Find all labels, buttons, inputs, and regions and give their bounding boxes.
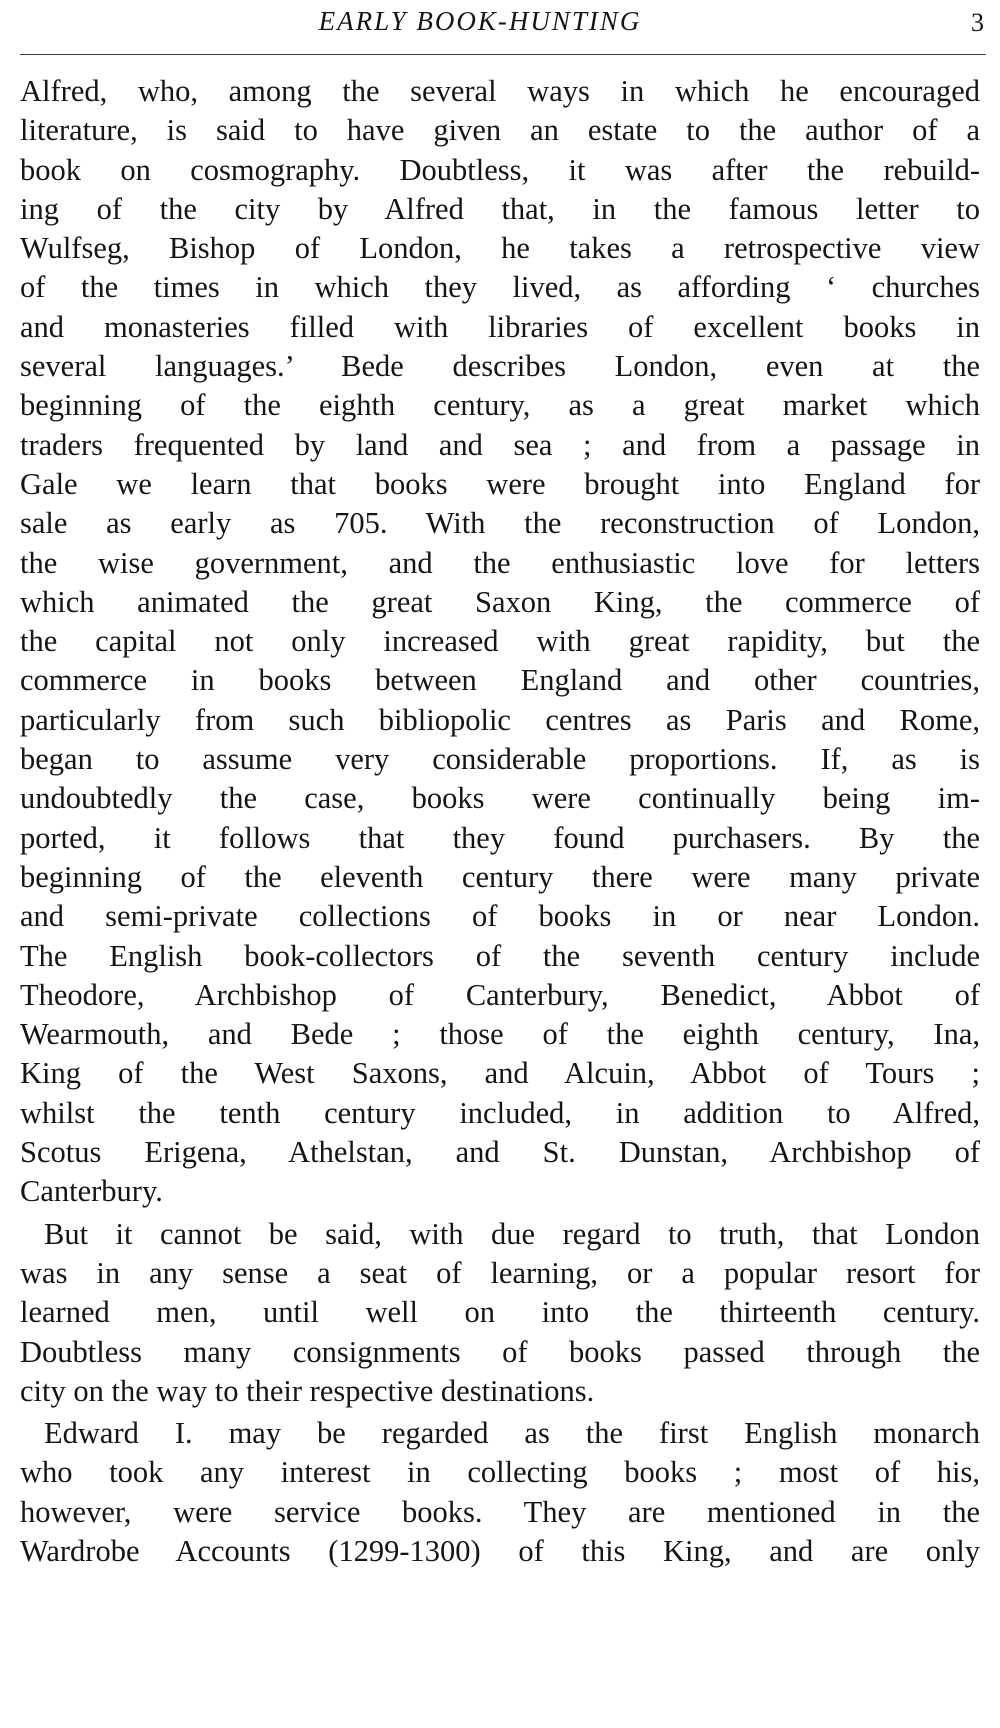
text-line: whilst the tenth century included, in addition to Alfred,: [20, 1095, 980, 1130]
text-line: city on the way to their respective destinations.: [20, 1373, 595, 1408]
text-line: Gale we learn that books were brought into England for: [20, 466, 980, 501]
text-line: Wulfseg, Bishop of London, he takes a retrospective view: [20, 231, 980, 266]
text-line: literature, is said to have given an estate to the author of a: [20, 113, 980, 148]
text-line: Alfred, who, among the several ways in which he encouraged: [20, 74, 980, 108]
text-line: Edward I. may be regarded as the first English monarch: [44, 1416, 980, 1451]
text-line: undoubtedly the case, books were continually being im-: [20, 781, 980, 816]
text-line: The English book-collectors of the seventh century include: [20, 938, 980, 973]
text-line: the capital not only increased with great rapidity, but the: [20, 624, 980, 659]
text-line: Theodore, Archbishop of Canterbury, Benedict, Abbot of: [20, 977, 980, 1012]
text-line: ing of the city by Alfred that, in the famous letter to: [20, 191, 980, 226]
text-line: sale as early as 705. With the reconstruction of London,: [20, 506, 980, 541]
text-line: Wardrobe Accounts (1299-1300) of this King, and are only: [20, 1533, 980, 1568]
text-line: beginning of the eleventh century there were many private: [20, 859, 980, 894]
text-line: King of the West Saxons, and Alcuin, Abbot of Tours ;: [20, 1056, 980, 1091]
text-line: however, were service books. They are mentioned in the: [20, 1494, 980, 1529]
paragraph-3: [20, 1414, 980, 1571]
text-line: Wearmouth, and Bede ; those of the eighth century, Ina,: [20, 1017, 980, 1052]
text-line: But it cannot be said, with due regard to truth, that London: [44, 1216, 980, 1251]
text-line: learned men, until well on into the thirteenth century.: [20, 1295, 980, 1330]
text-line: particularly from such bibliopolic centres as Paris and Rome,: [20, 702, 980, 737]
text-line: and semi-private collections of books in or near London.: [20, 899, 980, 934]
text-line: and monasteries filled with libraries of excellent books in: [20, 309, 980, 344]
text-line: traders frequented by land and sea ; and from a passage in: [20, 427, 980, 462]
text-line: the wise government, and the enthusiastic love for letters: [20, 545, 980, 580]
paragraph-1: [20, 72, 980, 1212]
text-line: commerce in books between England and other countries,: [20, 663, 980, 698]
text-line: book on cosmography. Doubtless, it was after the rebuild-: [20, 152, 980, 187]
text-line: Canterbury.: [20, 1174, 163, 1209]
text-line: which animated the great Saxon King, the commerce of: [20, 584, 980, 619]
text-line: was in any sense a seat of learning, or a popular resort for: [20, 1255, 980, 1290]
text-line: of the times in which they lived, as affording ‘ churches: [20, 270, 980, 305]
running-head: [20, 2, 986, 52]
text-line: Scotus Erigena, Athelstan, and St. Dunstan, Archbishop of: [20, 1135, 980, 1170]
head-rule: [20, 54, 986, 55]
paragraph-2: [20, 1215, 980, 1411]
text-line: ported, it follows that they found purchasers. By the: [20, 820, 980, 855]
text-line: began to assume very considerable proportions. If, as is: [20, 742, 980, 777]
text-line: beginning of the eighth century, as a great market which: [20, 388, 980, 423]
body-text: [20, 72, 980, 1571]
text-line: who took any interest in collecting books ; most of his,: [20, 1455, 980, 1490]
running-head-title: EARLY BOOK-HUNTING: [318, 6, 642, 36]
page-number: 3: [971, 8, 984, 37]
text-line: several languages.’ Bede describes London, even at the: [20, 349, 980, 384]
text-line: Doubtless many consignments of books passed through the: [20, 1334, 980, 1369]
